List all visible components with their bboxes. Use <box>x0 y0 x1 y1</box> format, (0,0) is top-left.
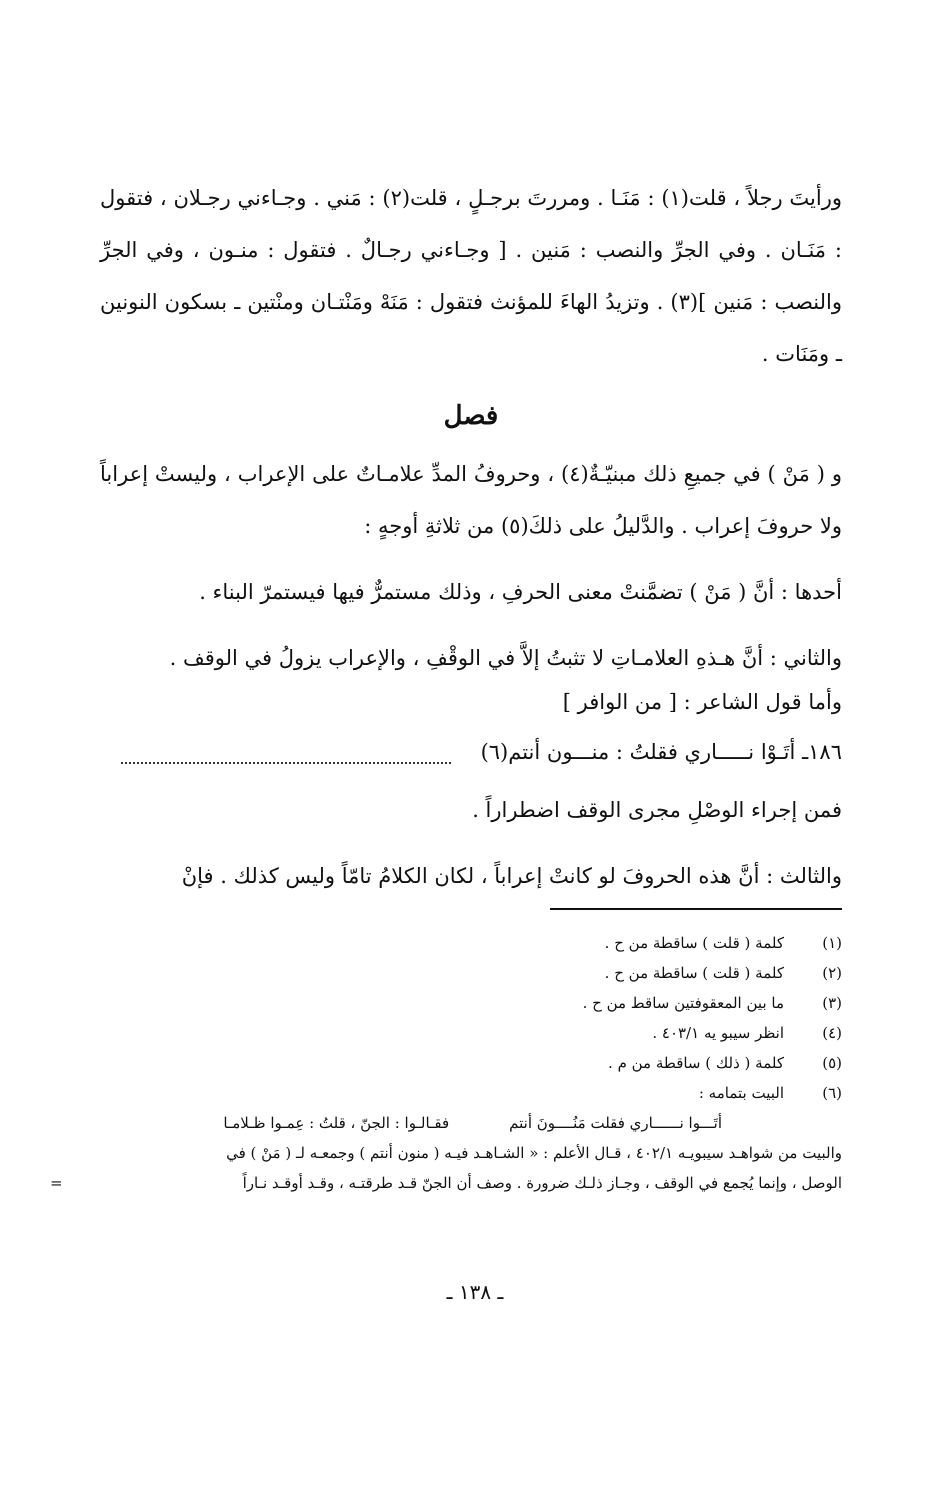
footnotes <box>50 928 842 1198</box>
footnote-item <box>100 958 842 988</box>
footnote-number: (٢) <box>822 964 842 982</box>
footnote-verse-second-hemistich: فقـالـوا : الجنّ ، قلتُ : عِمـوا ظـلامـا <box>223 1114 450 1132</box>
paragraph-7: والثالث : أنَّ هذه الحروفَ لو كانتْ إعراباً ، لكان الكلامُ تامّاً وليس كذلك . فإنْ <box>181 864 842 888</box>
paragraph-4: والثاني : أنَّ هـذهِ العلامـاتِ لا تثبتُ إلاَّ في الوقْفِ ، والإعراب يزولُ في الوقف . <box>169 646 842 670</box>
footnote-text: انظر سيبو يه ٤٠٣/١ . <box>652 1024 784 1042</box>
page-number: ـ ١٣٨ ـ <box>446 1280 504 1304</box>
section-title: فصل <box>443 401 499 431</box>
paragraph-2: و ( مَنْ ) في جميعِ ذلك مبنيّـةٌ(٤) ، وحروفُ المدِّ علامـاتٌ على الإعراب ، وليستْ إعراباً ولا حروفَ إعراب . والدَّليلُ على ذلكَ(٥) من ثلاثةِ أوجهٍ : <box>100 462 843 538</box>
paragraph-3: أحدها : أنَّ ( مَنْ ) تضمَّنتْ معنى الحرفِ ، وذلك مستمرٌّ فيها فيستمرّ البناء . <box>199 580 842 604</box>
footnote-verse <box>100 1108 842 1138</box>
footnote-number: (٤) <box>822 1024 842 1042</box>
footnote-item <box>100 1048 842 1078</box>
footnote-text: كلمة ( قلت ) ساقطة من ح . <box>604 964 784 982</box>
footnote-item <box>100 1078 842 1108</box>
paragraph-6: فمن إجراء الوصْلِ مجرى الوقف اضطراراً . <box>472 798 842 822</box>
continuation-mark: = <box>50 1174 63 1192</box>
footnote-number: (٣) <box>822 994 842 1012</box>
footnote-item <box>100 928 842 958</box>
footnote-number: (٥) <box>822 1054 842 1072</box>
footnote-text: كلمة ( ذلك ) ساقطة من م . <box>608 1054 784 1072</box>
footnote-item <box>100 1018 842 1048</box>
footnote-verse-first-hemistich: أتَـــوا نــــــاري فقلت مَنُــــونَ أنتم <box>509 1114 722 1132</box>
paragraph-5: وأما قول الشاعر : [ من الوافر ] <box>562 690 842 714</box>
footnote-number: (١) <box>822 934 842 952</box>
footnote-item <box>100 988 842 1018</box>
footnote-continuation-1: والبيت من شواهـد سيبويـه ٤٠٢/١ ، قـال الأعلم : « الشـاهـد فيـه ( منون أنتم ) وجمعـه لـ ( مَنْ ) في <box>226 1144 842 1162</box>
verse-dotted-line <box>121 742 451 764</box>
main-text <box>100 172 842 902</box>
verse-186 <box>100 726 842 778</box>
footnote-continuation-text: الوصل ، وإنما يُجمع في الوقف ، وجـاز ذلـك ضرورة . وصف أن الجنّ قـد طرقتـه ، وقـد أوقـد نـاراً <box>242 1174 842 1192</box>
verse-hemistich: ١٨٦ـ أتَـوْا نـــــاري فقلتُ : منـــون أنتم(٦) <box>480 740 842 764</box>
footnote-text: كلمة ( قلت ) ساقطة من ح . <box>604 934 784 952</box>
footnote-separator <box>550 908 842 910</box>
paragraph-1: ورأيتَ رجلاً ، قلت(١) : مَنَـا . ومررتَ برجـلٍ ، قلت(٢) : مَني . وجـاءني رجـلان ، فتقول : مَنَـان . وفي الجرِّ والنصب : مَنين . [ وجـاءني رجـالٌ . فتقول : منـون ، وفي الجرِّ والنصب : مَنين ](٣) . وتزيدُ الهاءَ للمؤنث فتقول : مَنَهْ ومَنْتـان ومنْتين ـ بسكون النونين ـ ومَنَات . <box>100 186 843 366</box>
footnote-continuation-2 <box>50 1168 842 1198</box>
footnote-number: (٦) <box>822 1084 842 1102</box>
footnote-text: البيت بتمامه : <box>698 1084 784 1102</box>
footnote-text: ما بين المعقوفتين ساقط من ح . <box>582 994 784 1012</box>
